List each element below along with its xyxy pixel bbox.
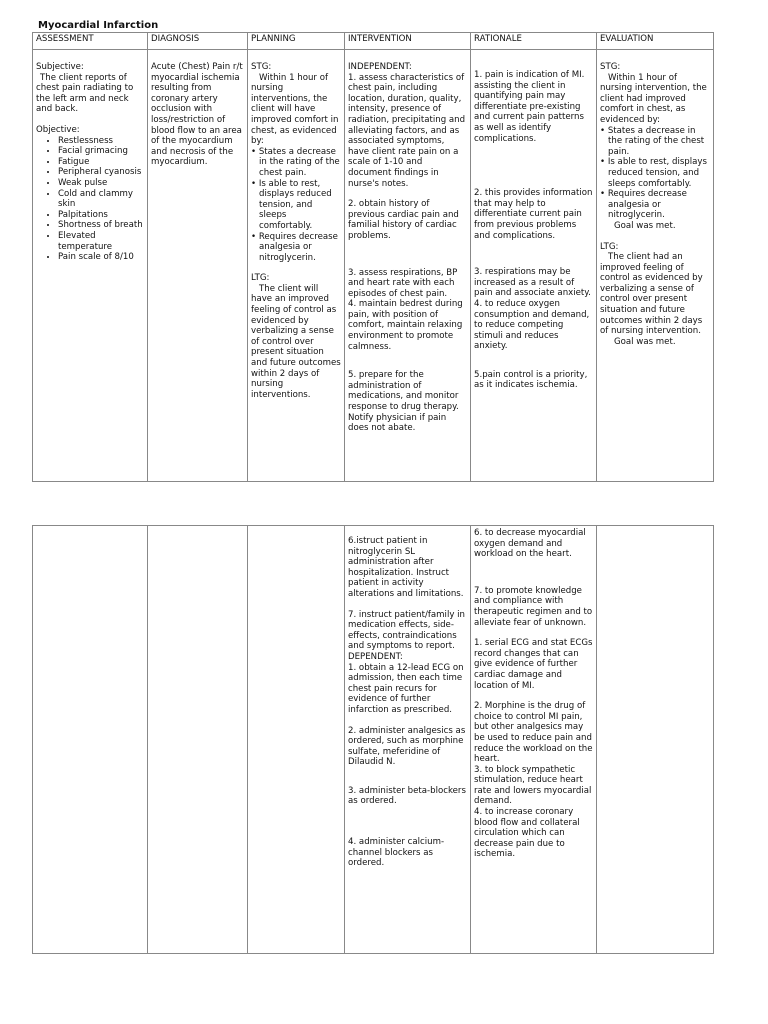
diagnosis-cell-empty bbox=[148, 526, 248, 954]
planning-ltg-text: The client will have an improved feeling of control as evidenced by verbalizing a sense of control over present situation and future outcomes within 2 days of nursing interventions. bbox=[251, 283, 341, 400]
symptom-item: • Fatigue bbox=[58, 157, 144, 168]
intervention-cell bbox=[345, 526, 471, 954]
rationale-item: 1. serial ECG and stat ECGs record changes that can give evidence of further cardiac damage and location of MI. bbox=[474, 638, 593, 691]
evaluation-ltg-label: LTG: bbox=[600, 241, 619, 252]
evaluation-stg-text: Within 1 hour of nursing intervention, the client had improved comfort in chest, as evidenced by: bbox=[600, 72, 707, 125]
header-diagnosis: DIAGNOSIS bbox=[148, 33, 248, 50]
evaluation-cell-empty bbox=[597, 526, 714, 954]
diagnosis-cell bbox=[148, 50, 248, 482]
rationale-item: 6. to decrease myocardial oxygen demand and workload on the heart. bbox=[474, 528, 586, 560]
content-row bbox=[33, 50, 714, 482]
intervention-cell bbox=[345, 50, 471, 482]
planning-stg-bullet: • Is able to rest, displays reduced tension, and sleeps comfortably. bbox=[251, 178, 332, 231]
subjective-label: Subjective: bbox=[36, 62, 84, 72]
intervention-item: 4. administer calcium-channel blockers as ordered. bbox=[348, 837, 445, 869]
diagnosis-text: Acute (Chest) Pain r/t myocardial ischemia resulting from coronary artery occlusion with loss/restriction of blood flow to an area of the myocardium and necrosis of the myocardium. bbox=[151, 62, 243, 168]
evaluation-stg-bullet: • States a decrease in the rating of the chest pain. bbox=[600, 125, 705, 157]
intervention-item: 5. prepare for the administration of medications, and monitor response to drug therapy. Notify physician if pain does not abate. bbox=[348, 370, 459, 434]
planning-ltg-label: LTG: bbox=[251, 273, 270, 284]
symptom-list bbox=[36, 136, 144, 263]
intervention-item: 2. administer analgesics as ordered, such as morphine sulfate, meferidine of Dilaudid N. bbox=[348, 725, 466, 768]
intervention-item: 1. obtain a 12-lead ECG on admission, then each time chest pain recurs for evidence of further infarction as prescribed. bbox=[348, 662, 464, 715]
rationale-item: 3. respirations may be increased as a result of pain and associate anxiety. bbox=[474, 267, 591, 299]
symptom-item: • Restlessness bbox=[58, 136, 144, 147]
planning-stg-bullet: • States a decrease in the rating of the chest pain. bbox=[251, 146, 340, 178]
symptom-item: • Cold and clammy skin bbox=[58, 189, 144, 210]
symptom-item: • Elevated temperature bbox=[58, 231, 144, 252]
header-evaluation: EVALUATION bbox=[597, 33, 714, 50]
evaluation-ltg-text: The client had an improved feeling of control as evidenced by verbalizing a sense of control over present situation and future outcomes within 2 days of nursing intervention. bbox=[600, 252, 703, 337]
rationale-cell bbox=[471, 526, 597, 954]
symptom-item: • Peripheral cyanosis bbox=[58, 167, 144, 178]
dependent-label: DEPENDENT: bbox=[348, 651, 403, 662]
content-row bbox=[33, 526, 714, 954]
symptom-item: • Shortness of breath bbox=[58, 220, 144, 231]
intervention-item: 1. assess characteristics of chest pain, including location, duration, quality, intensity, presence of radiation, precipitating and alleviating factors, and as associated symptoms, have client rate pain on a scale of 1-10 and document findings in nurse's notes. bbox=[348, 72, 466, 189]
planning-stg-label: STG: bbox=[251, 62, 272, 72]
intervention-item: 3. administer beta-blockers as ordered. bbox=[348, 785, 466, 807]
symptom-item: • Pain scale of 8/10 bbox=[58, 252, 144, 263]
evaluation-stg-bullet: • Requires decrease analgesia or nitroglycerin. bbox=[600, 189, 687, 221]
symptom-item: • Weak pulse bbox=[58, 178, 144, 189]
rationale-item: 5.pain control is a priority, as it indicates ischemia. bbox=[474, 369, 588, 391]
planning-stg-bullet: • Requires decrease analgesia or nitroglycerin. bbox=[251, 231, 338, 263]
header-intervention: INTERVENTION bbox=[345, 33, 471, 50]
intervention-item: 4. maintain bedrest during pain, with position of comfort, maintain relaxing environment to promote calmness. bbox=[348, 299, 463, 352]
evaluation-ltg-met: Goal was met. bbox=[614, 336, 676, 347]
evaluation-stg-label: STG: bbox=[600, 62, 621, 72]
planning-cell-empty bbox=[248, 526, 345, 954]
rationale-cell bbox=[471, 50, 597, 482]
header-row bbox=[33, 33, 714, 50]
intervention-item: 3. assess respirations, BP and heart rate with each episodes of chest pain. bbox=[348, 267, 458, 299]
rationale-item: 4. to reduce oxygen consumption and demand, to reduce competing stimuli and reduces anxiety. bbox=[474, 298, 590, 352]
rationale-item: 7. to promote knowledge and compliance with therapeutic regimen and to alleviate fear of unknown. bbox=[474, 585, 593, 628]
planning-cell bbox=[248, 50, 345, 482]
evaluation-stg-bullet: • Is able to rest, displays reduced tension, and sleeps comfortably. bbox=[600, 157, 707, 189]
rationale-item: 2. Morphine is the drug of choice to control MI pain, but other analgesics may be used to reduce pain and reduce the workload on the heart. bbox=[474, 701, 593, 765]
objective-label: Objective: bbox=[36, 124, 80, 135]
rationale-item: 1. pain is indication of MI. assisting the client in quantifying pain may differentiate pre-existing and current pain patterns as well as identify complications. bbox=[474, 70, 585, 144]
intervention-item: 7. instruct patient/family in medication effects, side-effects, contraindications and symptoms to report. bbox=[348, 609, 465, 652]
header-assessment: ASSESSMENT bbox=[33, 33, 148, 50]
assessment-cell bbox=[33, 50, 148, 482]
intervention-item: 6.istruct patient in nitroglycerin SL administration after hospitalization. Instruct patient in activity alterations and limitations. bbox=[348, 536, 464, 599]
care-plan-table-page2 bbox=[32, 525, 714, 954]
independent-label: INDEPENDENT: bbox=[348, 62, 412, 72]
header-rationale: RATIONALE bbox=[471, 33, 597, 50]
evaluation-cell bbox=[597, 50, 714, 482]
subjective-text: The client reports of chest pain radiating to the left arm and neck and back. bbox=[36, 72, 134, 115]
assessment-cell-empty bbox=[33, 526, 148, 954]
care-plan-table-page1 bbox=[32, 32, 714, 482]
document-title: Myocardial Infarction bbox=[38, 20, 159, 31]
planning-stg-text: Within 1 hour of nursing interventions, the client will have improved comfort in chest, as evidenced by: bbox=[251, 72, 339, 147]
symptom-item: • Palpitations bbox=[58, 210, 144, 221]
rationale-item: 4. to increase coronary blood flow and collateral circulation which can decrease pain due to ischemia. bbox=[474, 807, 580, 860]
evaluation-stg-met: Goal was met. bbox=[614, 220, 676, 231]
intervention-item: 2. obtain history of previous cardiac pain and familial history of cardiac problems. bbox=[348, 199, 459, 241]
rationale-item: 2. this provides information that may help to differentiate current pain from previous problems and complications. bbox=[474, 188, 593, 241]
rationale-item: 3. to block sympathetic stimulation, reduce heart rate and lowers myocardial demand. bbox=[474, 764, 592, 807]
symptom-item: • Facial grimacing bbox=[58, 146, 144, 157]
header-planning: PLANNING bbox=[248, 33, 345, 50]
